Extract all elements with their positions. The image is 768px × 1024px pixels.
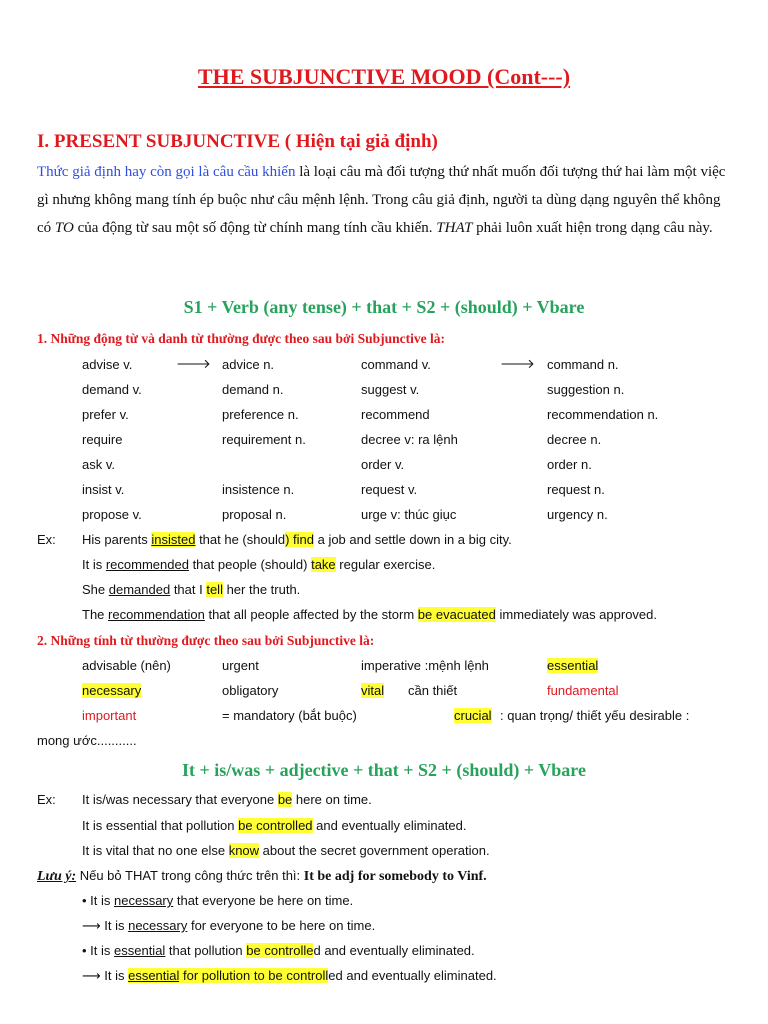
example-sentence: It is recommended that people (should) take regular exercise. xyxy=(82,557,436,572)
adj-cell: : quan trọng/ thiết yếu desirable : xyxy=(500,708,690,723)
adj-cell: vital xyxy=(361,683,385,698)
adj-cell: cần thiết xyxy=(408,683,458,698)
adj-cell: necessary xyxy=(82,683,142,698)
verb-cell: propose v. xyxy=(82,507,142,522)
verb-cell: recommend xyxy=(361,407,430,422)
example-sentence: It is/was necessary that everyone be here on time. xyxy=(82,792,372,807)
verb-cell: urge v: thúc giục xyxy=(361,507,457,522)
verb-cell: insistence n. xyxy=(222,482,295,497)
adj-cell: = mandatory (bắt buộc) xyxy=(222,708,357,723)
verb-cell: suggestion n. xyxy=(547,382,625,397)
example-sentence: His parents insisted that he (should) find a job and settle down in a big city. xyxy=(82,532,512,547)
verb-cell: require xyxy=(82,432,123,447)
section-heading: I. PRESENT SUBJUNCTIVE ( Hiện tại giả định) xyxy=(37,131,438,152)
verb-cell: command v. xyxy=(361,357,431,372)
intro-highlight: Thức giả định hay còn gọi là câu cầu khiến xyxy=(37,164,296,180)
subheading-verbs: 1. Những động từ và danh từ thường được theo sau bởi Subjunctive là: xyxy=(37,331,446,346)
verb-cell: recommendation n. xyxy=(547,407,659,422)
verb-cell: request v. xyxy=(361,482,418,497)
formula-adjective: It + is/was + adjective + that + S2 + (should) + Vbare xyxy=(182,760,586,780)
example-sentence: It is vital that no one else know about the secret government operation. xyxy=(82,843,490,858)
formula-verb: S1 + Verb (any tense) + that + S2 + (should) + Vbare xyxy=(183,297,585,317)
verb-cell: decree v: ra lệnh xyxy=(361,432,458,447)
verb-cell: requirement n. xyxy=(222,432,306,447)
verb-cell: advise v. xyxy=(82,357,133,372)
example-sentence: She demanded that I tell her the truth. xyxy=(82,582,301,597)
adj-cell: essential xyxy=(547,658,599,673)
example-label: Ex: xyxy=(37,792,56,807)
verb-cell: prefer v. xyxy=(82,407,129,422)
verb-cell: ask v. xyxy=(82,457,115,472)
bullet-item: ⟶ It is essential for pollution to be controlled and eventually eliminated. xyxy=(82,968,497,983)
verb-cell: decree n. xyxy=(547,432,602,447)
arrow-icon: 🡒 xyxy=(500,356,535,371)
verb-cell: proposal n. xyxy=(222,507,287,522)
adj-cell: urgent xyxy=(222,658,259,673)
verb-cell: order n. xyxy=(547,457,592,472)
verb-cell: advice n. xyxy=(222,357,275,372)
adj-cell: obligatory xyxy=(222,683,279,698)
verb-cell: demand v. xyxy=(82,382,142,397)
adj-cell: fundamental xyxy=(547,683,619,698)
verb-cell: preference n. xyxy=(222,407,299,422)
bullet-item: • It is necessary that everyone be here on time. xyxy=(82,893,354,908)
verb-cell: command n. xyxy=(547,357,619,372)
verb-cell: demand n. xyxy=(222,382,284,397)
note-line: Lưu ý: Nếu bỏ THAT trong công thức trên thì: It be adj for somebody to Vinf. xyxy=(37,868,487,884)
adj-cell: crucial xyxy=(454,708,492,723)
arrow-icon: 🡒 xyxy=(176,356,211,371)
verb-cell: suggest v. xyxy=(361,382,420,397)
bullet-item: ⟶ It is necessary for everyone to be here on time. xyxy=(82,918,376,933)
verb-cell: urgency n. xyxy=(547,507,608,522)
example-label: Ex: xyxy=(37,532,56,547)
adj-cell: mong ước........... xyxy=(37,733,137,748)
bullet-item: • It is essential that pollution be controlled and eventually eliminated. xyxy=(82,943,475,958)
adj-cell: imperative :mệnh lệnh xyxy=(361,658,489,673)
subheading-adjectives: 2. Những tính từ thường được theo sau bởi Subjunctive là: xyxy=(37,633,375,648)
example-sentence: The recommendation that all people affected by the storm be evacuated immediately was approved. xyxy=(82,607,658,622)
verb-cell: insist v. xyxy=(82,482,125,497)
adj-cell: important xyxy=(82,708,137,723)
page-title: THE SUBJUNCTIVE MOOD (Cont---) xyxy=(197,64,571,89)
adj-cell: advisable (nên) xyxy=(82,658,171,673)
verb-cell: request n. xyxy=(547,482,605,497)
verb-cell: order v. xyxy=(361,457,405,472)
intro-paragraph: Thức giả định hay còn gọi là câu cầu khiến là loại câu mà đối tượng thứ nhất muốn đối tượng thứ hai làm một việc gì nhưng không mang tính ép buộc như câu mệnh lệnh. Trong câu giả định, người ta dùng dạng nguyên thể không có TO của động từ sau một số động từ chính mang tính cầu khiến. THAT phải luôn xuất hiện trong dạng câu này. xyxy=(37,164,726,236)
example-sentence: It is essential that pollution be controlled and eventually eliminated. xyxy=(82,818,467,833)
